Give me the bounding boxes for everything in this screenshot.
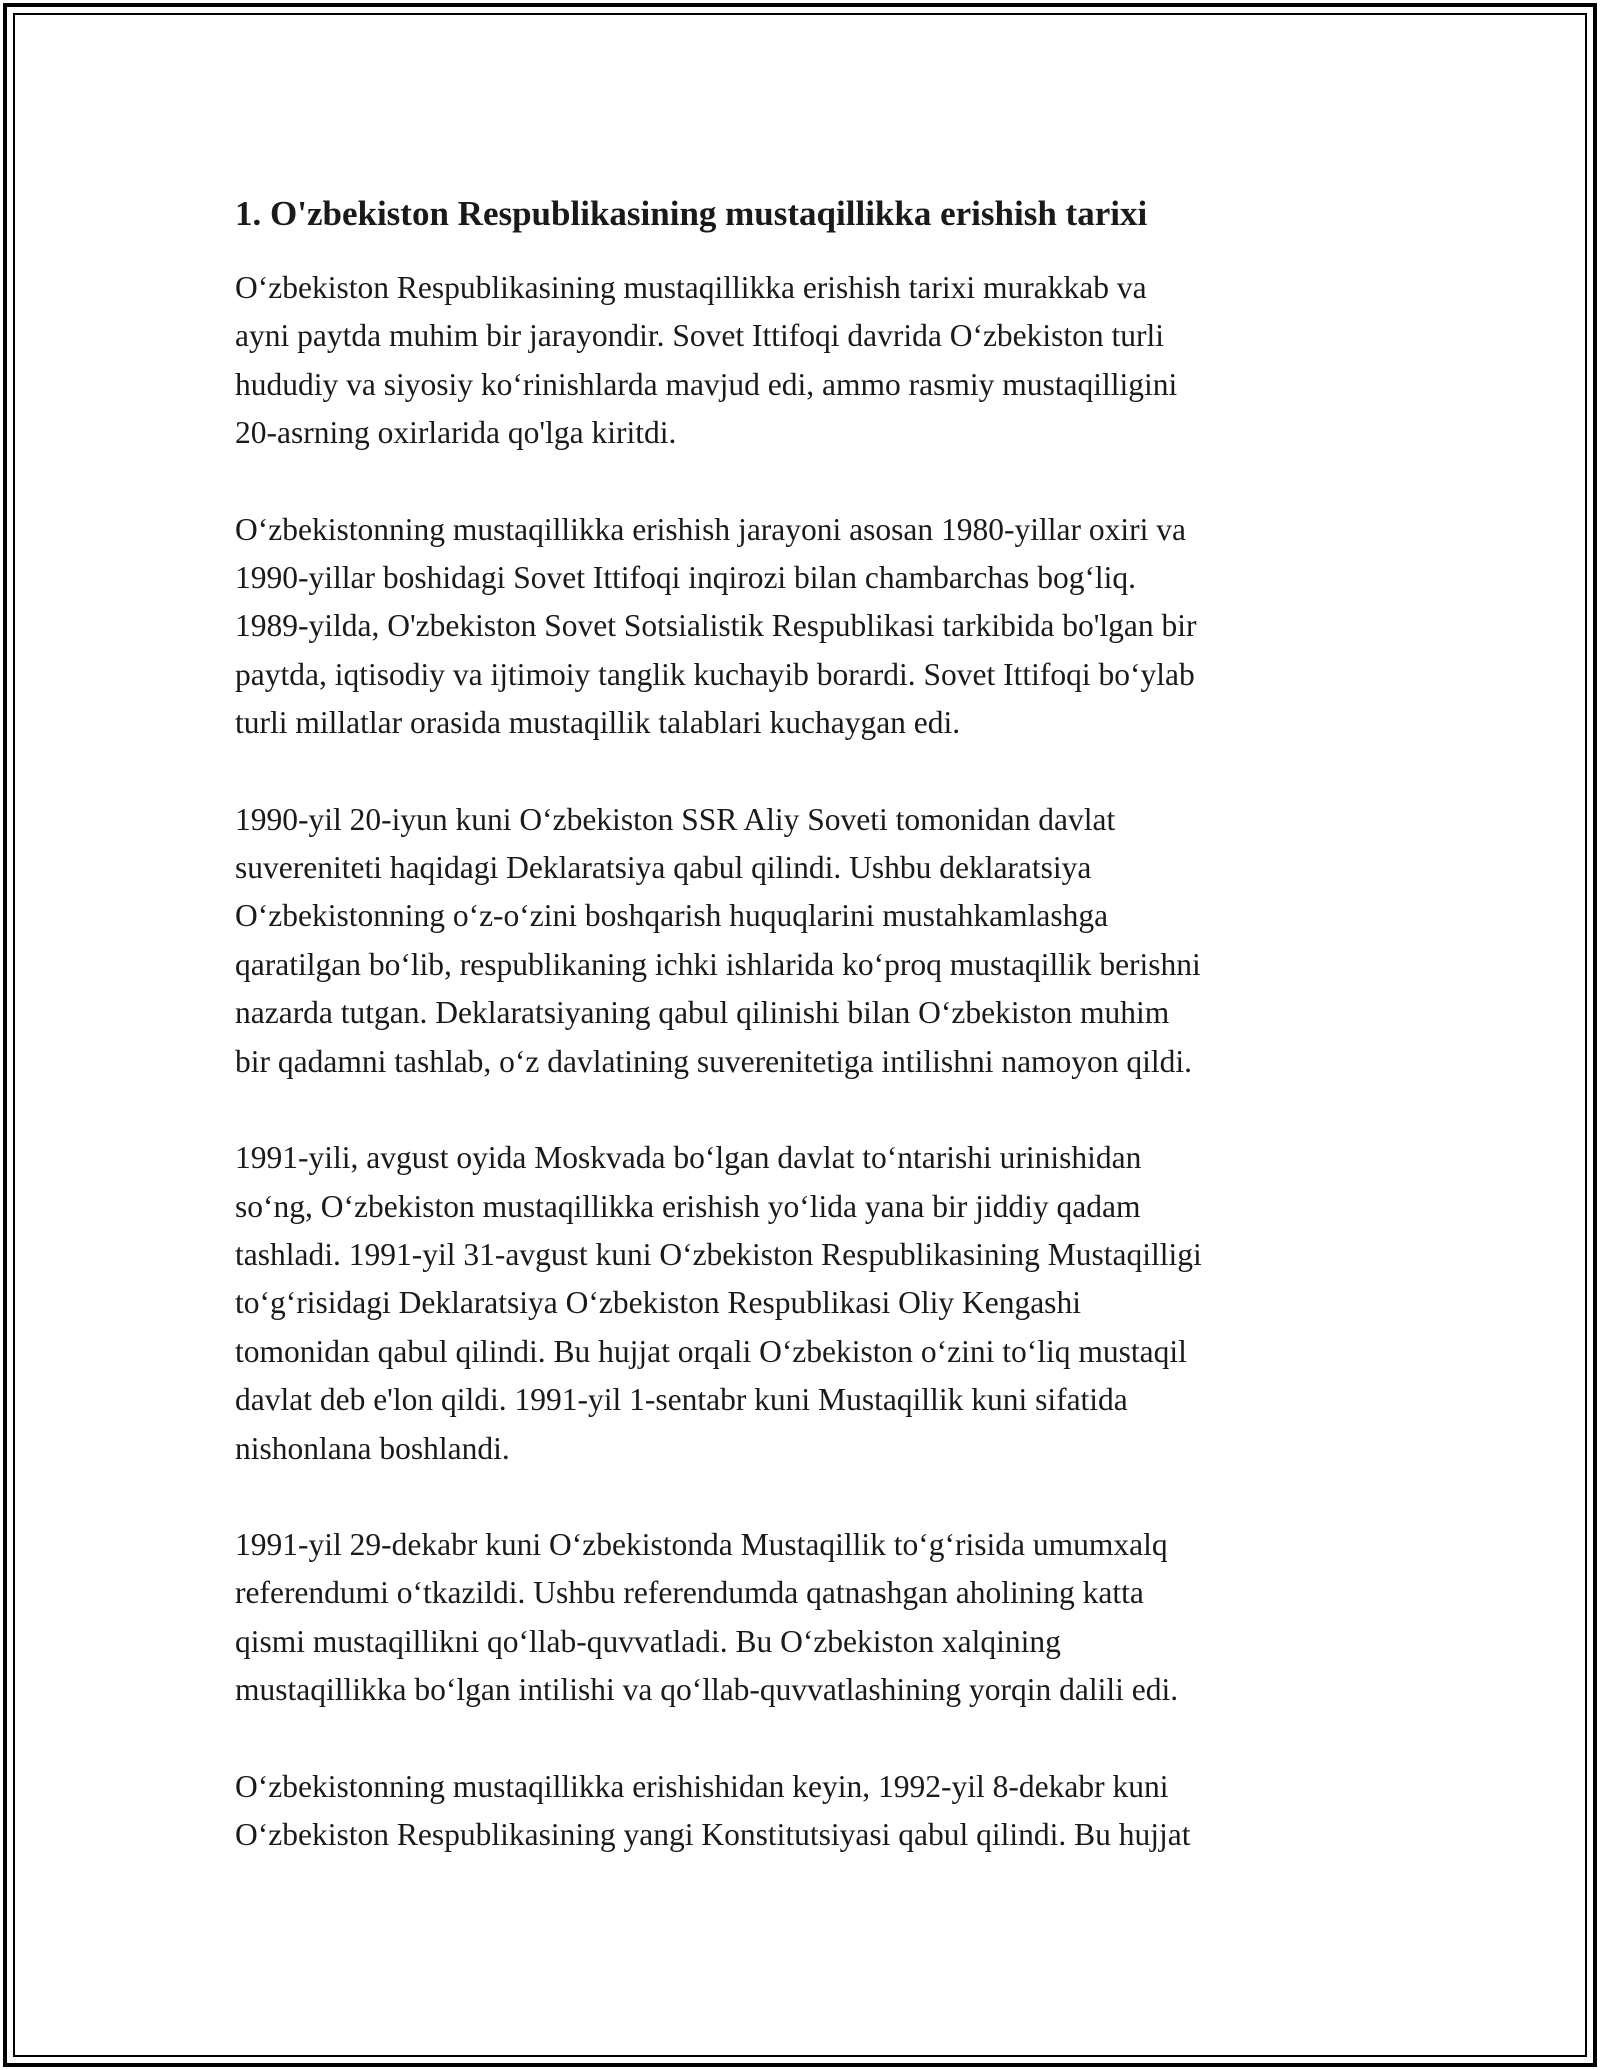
text-line: so‘ng, O‘zbekiston mustaqillikka erishish yo‘lida yana bir jiddiy qadam bbox=[235, 1188, 1141, 1224]
text-line: 1990-yillar boshidagi Sovet Ittifoqi inqirozi bilan chambarchas bog‘liq. bbox=[235, 560, 1137, 596]
text-line: ayni paytda muhim bir jarayondir. Sovet Ittifoqi davrida O‘zbekiston turli bbox=[235, 318, 1165, 354]
paragraph-4 bbox=[235, 1134, 1375, 1473]
section-heading: 1. O'zbekiston Respublikasining mustaqillikka erishish tarixi bbox=[235, 194, 1148, 233]
text-line: 1991-yili, avgust oyida Moskvada bo‘lgan davlat to‘ntarishi urinishidan bbox=[235, 1140, 1142, 1176]
text-line: qaratilgan bo‘lib, respublikaning ichki ishlarida ko‘proq mustaqillik berishni bbox=[235, 946, 1201, 982]
text-line: tashladi. 1991-yil 31-avgust kuni O‘zbekiston Respublikasining Mustaqilligi bbox=[235, 1236, 1202, 1272]
text-line: O‘zbekistonning mustaqillikka erishishidan keyin, 1992-yil 8-dekabr kuni bbox=[235, 1768, 1169, 1804]
text-line: O‘zbekiston Respublikasining mustaqillikka erishish tarixi murakkab va bbox=[235, 270, 1147, 305]
text-line: nazarda tutgan. Deklaratsiyaning qabul qilinishi bilan O‘zbekiston muhim bbox=[235, 995, 1170, 1031]
text-line: 1991-yil 29-dekabr kuni O‘zbekistonda Mustaqillik to‘g‘risida umumxalq bbox=[235, 1526, 1168, 1562]
text-line: tomonidan qabul qilindi. Bu hujjat orqali O‘zbekiston o‘zini to‘liq mustaqil bbox=[235, 1333, 1187, 1369]
document-page bbox=[235, 190, 1375, 1907]
text-line: suvereniteti haqidagi Deklaratsiya qabul qilindi. Ushbu deklaratsiya bbox=[235, 850, 1092, 886]
text-line: 1990-yil 20-iyun kuni O‘zbekiston SSR Aliy Soveti tomonidan davlat bbox=[235, 801, 1116, 837]
paragraph-5 bbox=[235, 1521, 1375, 1715]
text-line: 20-asrning oxirlarida qo'lga kiritdi. bbox=[235, 415, 677, 451]
text-line: turli millatlar orasida mustaqillik talablari kuchaygan edi. bbox=[235, 705, 961, 741]
text-line: O‘zbekiston Respublikasining yangi Konstitutsiyasi qabul qilindi. Bu hujjat bbox=[235, 1816, 1191, 1852]
text-line: hududiy va siyosiy ko‘rinishlarda mavjud edi, ammo rasmiy mustaqilligini bbox=[235, 366, 1178, 402]
text-line: paytda, iqtisodiy va ijtimoiy tanglik kuchayib borardi. Sovet Ittifoqi bo‘ylab bbox=[235, 656, 1195, 692]
paragraph-1 bbox=[235, 264, 1375, 458]
text-line: 1989-yilda, O'zbekiston Sovet Sotsialistik Respublikasi tarkibida bo'lgan bir bbox=[235, 608, 1197, 644]
text-line: qismi mustaqillikni qo‘llab-quvvatladi. Bu O‘zbekiston xalqining bbox=[235, 1623, 1061, 1659]
text-line: bir qadamni tashlab, o‘z davlatining suverenitetiga intilishni namoyon qildi. bbox=[235, 1043, 1193, 1079]
text-line: to‘g‘risidagi Deklaratsiya O‘zbekiston Respublikasi Oliy Kengashi bbox=[235, 1285, 1081, 1321]
text-line: mustaqillikka bo‘lgan intilishi va qo‘llab-quvvatlashining yorqin dalili edi. bbox=[235, 1672, 1179, 1708]
paragraph-3 bbox=[235, 796, 1375, 1086]
paragraph-2 bbox=[235, 506, 1375, 748]
text-line: O‘zbekistonning o‘z-o‘zini boshqarish huquqlarini mustahkamlashga bbox=[235, 898, 1109, 934]
paragraph-6 bbox=[235, 1763, 1375, 1860]
text-line: nishonlana boshlandi. bbox=[235, 1430, 510, 1466]
text-line: davlat deb e'lon qildi. 1991-yil 1-sentabr kuni Mustaqillik kuni sifatida bbox=[235, 1382, 1128, 1418]
text-line: O‘zbekistonning mustaqillikka erishish jarayoni asosan 1980-yillar oxiri va bbox=[235, 511, 1186, 547]
text-line: referendumi o‘tkazildi. Ushbu referendumda qatnashgan aholining katta bbox=[235, 1575, 1144, 1611]
